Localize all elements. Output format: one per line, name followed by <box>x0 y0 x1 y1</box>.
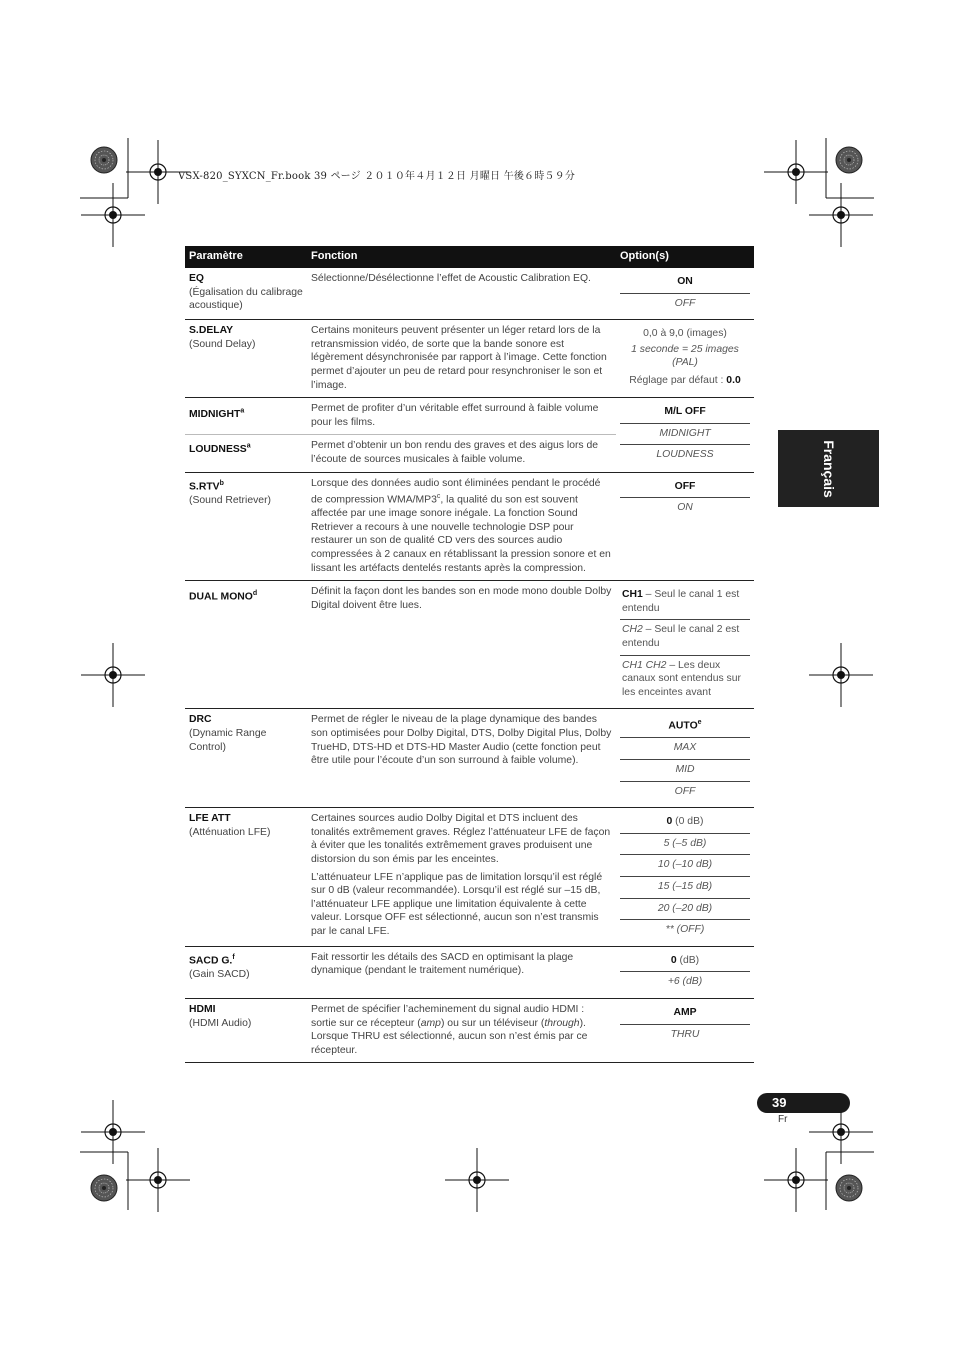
option: MID <box>620 760 750 782</box>
param-description: Certains moniteurs peuvent présenter un léger retard lors de la retransmission vidéo, de sorte que la bande sonore est légèrement désynchronisée par rapport à l’image. Cette fonction permet d’ajouter un peu de retard pour resynchroniser le son et l’image. <box>311 325 607 391</box>
option-default-setting: Réglage par défaut : 0.0 <box>629 374 741 386</box>
option: 15 (–15 dB) <box>620 877 750 899</box>
star-target-bottom-right-icon <box>836 1175 862 1201</box>
option-default: ON <box>620 272 750 294</box>
param-description: Lorsque des données audio sont éliminées pendant le procédé de compression WMA/MP3$^c$, la qualité du son est souvent affectée par une image sonore inégale. La fonction Sound Retriever a recours à une nouvelle technologie DSP pour restaurer un son de qualité CD vers des sources audio compressées à 2 canaux en rétablissant la pression sonore et en lissant les artéfacts dentelés restants après la compression. <box>311 477 611 574</box>
param-description: Permet d’obtenir un bon rendu des graves et des aigus lors de l’écoute de sources musicales à faible volume. <box>311 440 599 465</box>
page-number: 39 <box>772 1095 787 1110</box>
option: CH1 CH2 – Les deux canaux sont entendus sur les enceintes avant <box>622 659 741 698</box>
option-note: 1 seconde = 25 images (PAL) <box>631 343 739 369</box>
parameters-table <box>185 246 754 1063</box>
crosshair-icon <box>764 140 828 204</box>
param-name: DUAL MONO$^d$ <box>189 590 258 603</box>
option: MIDNIGHT <box>620 424 750 446</box>
crosshair-icon <box>126 1148 190 1212</box>
option: OFF <box>674 297 696 309</box>
option-default: AUTO$^e$ <box>620 713 750 738</box>
crosshair-icon <box>809 643 873 707</box>
param-subtitle: (Égalisation du calibrage acoustique) <box>189 286 303 312</box>
header-parametre: Paramètre <box>185 246 307 268</box>
param-description: Définit la façon dont les bandes son en mode mono double Dolby Digital doivent être lues. <box>311 586 612 611</box>
row-drc <box>185 709 754 808</box>
option: CH2 – Seul le canal 2 est entendu <box>620 620 750 655</box>
crosshair-icon <box>764 1148 828 1212</box>
header-options: Option(s) <box>616 246 754 268</box>
param-subtitle: (Dynamic Range Control) <box>189 727 267 753</box>
row-eq <box>185 268 754 320</box>
option-default: OFF <box>620 477 750 499</box>
option-default: M/L OFF <box>620 402 750 424</box>
param-description: Permet de régler le niveau de la plage dynamique des bandes son optimisées pour Dolby Digital, DTS, Dolby Digital Plus, Dolby TrueHD, DTS-HD et DTS-HD Master Audio (cette fonction peut être utile pour l’écoute d’un son surround à faible volume). <box>311 714 612 767</box>
option: ON <box>677 502 693 514</box>
option: 0,0 à 9,0 (images) <box>643 328 727 340</box>
row-hdmi <box>185 998 754 1062</box>
param-name: HDMI <box>189 1003 216 1015</box>
language-tab <box>778 430 879 507</box>
option: +6 (dB) <box>667 976 703 988</box>
param-subtitle: (Atténuation LFE) <box>189 826 271 838</box>
table-header-row <box>185 246 754 268</box>
crosshair-icon <box>81 1100 145 1164</box>
option: 20 (–20 dB) <box>620 899 750 921</box>
param-name: LOUDNESS$^a$ <box>189 442 251 455</box>
star-target-top-left-icon <box>91 147 117 173</box>
param-subtitle: (Sound Delay) <box>189 338 256 350</box>
param-description: Fait ressortir les détails des SACD en optimisant la plage dynamique (pendant le traitement numérique). <box>311 951 574 977</box>
row-midnight <box>185 398 754 435</box>
page-language-code: Fr <box>778 1114 788 1125</box>
row-srtv <box>185 472 754 581</box>
option-default: AMP <box>620 1003 750 1025</box>
param-name: SACD G.$^f$ <box>189 953 235 967</box>
param-name: S.DELAY <box>189 325 234 337</box>
param-subtitle: (Gain SACD) <box>189 968 250 980</box>
crosshair-icon <box>81 643 145 707</box>
option: OFF <box>674 785 696 797</box>
param-subtitle: (Sound Retriever) <box>189 494 272 506</box>
param-description: Certaines sources audio Dolby Digital et DTS incluent des tonalités extrêmement graves. Réglez l’atténuateur LFE de façon à éviter que les tonalités extrêmement graves produisent une distorsion du son émis par les enceintes. <box>311 813 611 865</box>
language-tab-label: Français <box>820 439 837 498</box>
param-description: Permet de spécifier l’acheminement du signal audio HDMI : sortie sur ce récepteur (amp) ou sur un téléviseur (through). Lorsque THRU est sélectionné, aucun son n’est émis par ce récepteur. <box>311 1003 588 1056</box>
param-description: Permet de profiter d’un véritable effet surround à faible volume pour les films. <box>311 403 599 428</box>
param-name: DRC <box>189 714 212 726</box>
option-default: CH1 – Seul le canal 1 est entendu <box>620 585 750 620</box>
row-sacd-gain <box>185 946 754 998</box>
row-lfe-att <box>185 808 754 947</box>
star-target-bottom-left-icon <box>91 1175 117 1201</box>
option: LOUDNESS <box>656 449 714 461</box>
param-subtitle: (HDMI Audio) <box>189 1017 252 1029</box>
option: THRU <box>670 1028 700 1040</box>
param-name: S.RTV$^b$ <box>189 479 224 492</box>
header-fonction: Fonction <box>307 246 616 268</box>
row-sdelay <box>185 320 754 398</box>
row-dual-mono <box>185 581 754 709</box>
star-target-top-right-icon <box>836 147 862 173</box>
param-name: LFE ATT <box>189 813 231 825</box>
param-name: MIDNIGHT$^a$ <box>189 407 245 420</box>
option: 5 (–5 dB) <box>620 834 750 856</box>
crosshair-icon <box>445 1148 509 1212</box>
param-description: L’atténuateur LFE n’applique pas de limitation lorsqu’il est réglé sur 0 dB (valeur recommandée). Lorsqu’il est réglé sur –15 dB, l’atténuateur LFE applique une limitation équivalente à cette valeur. Lorsque OFF est sélectionné, aucun son n’est transmis par le canal LFE. <box>311 871 603 937</box>
option: MAX <box>620 738 750 760</box>
option-default: 0 (0 dB) <box>620 812 750 834</box>
print-header: VSX-820_SYXCN_Fr.book 39 ページ ２０１０年４月１２日 月曜日 午後６時５９分 <box>178 171 576 182</box>
crosshair-icon <box>809 183 873 247</box>
param-name: EQ <box>189 273 205 284</box>
option: ** (OFF) <box>665 924 705 936</box>
page-number-badge <box>757 1093 850 1113</box>
option: 10 (–10 dB) <box>620 855 750 877</box>
param-description: Sélectionne/Désélectionne l’effet de Acoustic Calibration EQ. <box>311 273 591 284</box>
crosshair-icon <box>81 183 145 247</box>
option-default: 0 (dB) <box>620 951 750 973</box>
